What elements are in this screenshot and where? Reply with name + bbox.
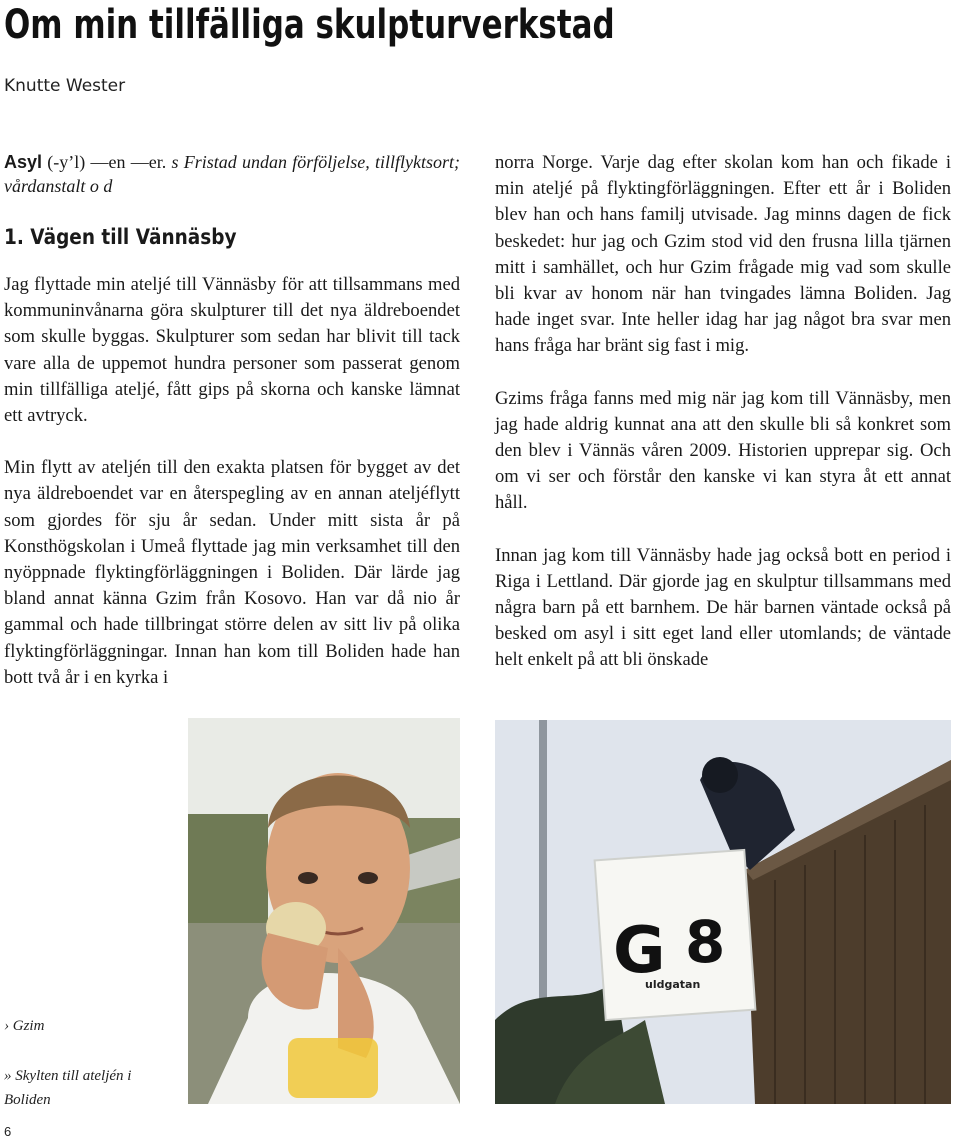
paragraph: Min flytt av ateljén till den exakta platsen för bygget av det nya äldreboendet var en återspegling av en annan ateljéflytt som gjordes för sju år sedan. Under mitt sista år på Konsthögskolan i Umeå flyttade jag min verksamhet till den nyöppnade flyktingförläggningen i Boliden. Där lärde jag bland annat känna Gzim från Kosovo. Han var då nio år gammal och hade tillbringat större delen av sitt liv på olika flyktingförläggningar. Innan han kom till Boliden hade han bott två år i en kyrka i	[4, 457, 460, 688]
page-title: Om min tillfälliga skulpturverkstad	[4, 2, 615, 48]
page-number: 6	[4, 1124, 12, 1139]
author-name: Knutte Wester	[4, 76, 126, 96]
sign-letter: G	[613, 914, 666, 988]
photo-gzim-illustration	[188, 718, 460, 1104]
photo-sign-illustration	[495, 720, 951, 1104]
paragraph: Jag flyttade min ateljé till Vännäsby för att tillsammans med kommuninvånarna göra skulpturer till det nya äldreboendet som skulle byggas. Skulpturer som sedan har blivit till tack vare alla de uppemot hundra personer som passerat genom min tillfälliga ateljé, fått gips på skorna och kanske lämnat ett avtryck.	[4, 274, 460, 427]
photo-sign	[495, 720, 951, 1104]
photo-gzim	[188, 718, 460, 1104]
definition-pronunciation: (-y’l) —en —er.	[42, 152, 172, 172]
caption-gzim: › Gzim	[4, 1018, 45, 1034]
definition-gloss: s Fristad undan förföljelse, tillflyktsort; vårdanstalt o d	[4, 152, 460, 196]
sign-number: 8	[685, 908, 726, 976]
sign-street: uldgatan	[645, 978, 701, 991]
definition-term: Asyl	[4, 152, 43, 172]
text-column-left	[4, 150, 460, 691]
paragraph: Gzims fråga fanns med mig när jag kom till Vännäsby, men jag hade aldrig kunnat ana att den skulle bli så konkret som den blev i Vännäs våren 2009. Historien upprepar sig. Och om vi ser och förstår den kanske vi kan styra åt ett annat håll.	[495, 387, 951, 514]
dictionary-definition	[4, 150, 460, 198]
caption-sign: » Skylten till ateljén i Boliden	[4, 1068, 132, 1108]
paragraph: Innan jag kom till Vännäsby hade jag också bott en period i Riga i Lettland. Där gjorde jag en skulptur tillsammans med några barn på ett barnhem. De här barnen väntade också på besked om asyl i sitt eget land eller utomlands; de väntade helt enkelt på att bli önskade	[495, 544, 951, 671]
section-heading: 1. Vägen till Vännäsby	[4, 225, 237, 249]
text-column-right	[495, 150, 951, 674]
paragraph: norra Norge. Varje dag efter skolan kom han och fikade i min ateljé på flyktingförläggningen. Efter ett år i Boliden blev han och hans familj utvisade. Jag minns dagen de fick beskedet: hur jag och Gzim stod vid den frusna lilla tjärnen mitt i samhället, och hur Gzim frågade mig vad som skulle bli kvar av honom när han tvingades lämna Boliden. Jag hade inget svar. Inte heller idag har jag något bra svar men hans fråga har bränt sig fast i mig.	[495, 152, 951, 357]
